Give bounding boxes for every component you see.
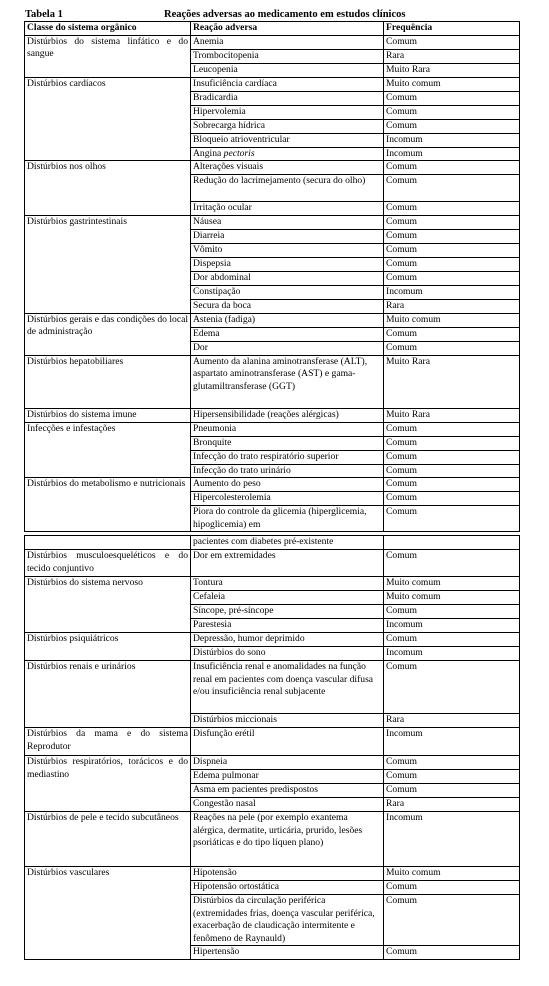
table-row	[25, 661, 520, 714]
table-row	[25, 536, 520, 550]
frequency-cell: Incomum	[384, 728, 520, 756]
adverse-reaction-cell: Distúrbios da circulação periférica (extremidades frias, doença vascular periférica, exacerbação de claudicação intermitente e fenômeno de Raynauld)	[191, 895, 384, 946]
frequency-cell: Incomum	[384, 619, 520, 633]
frequency-cell: Comum	[384, 35, 520, 49]
frequency-cell: Comum	[384, 895, 520, 946]
adverse-reaction-cell: Hipertensão	[191, 946, 384, 960]
adverse-reaction-cell: Edema	[191, 327, 384, 341]
frequency-cell: Comum	[384, 341, 520, 355]
adverse-reaction-cell: Hipotensão ortostática	[191, 881, 384, 895]
table-row	[25, 77, 520, 91]
frequency-cell	[384, 536, 520, 550]
frequency-cell: Comum	[384, 784, 520, 798]
table-caption	[25, 8, 525, 22]
frequency-cell: Incomum	[384, 286, 520, 300]
adverse-reaction-cell: Asma em pacientes predispostos	[191, 784, 384, 798]
frequency-cell: Comum	[384, 881, 520, 895]
adverse-reaction-cell: Dor abdominal	[191, 272, 384, 286]
frequency-cell: Comum	[384, 770, 520, 784]
adverse-reaction-cell: Piora do controle da glicemia (hiperglicemia, hipoglicemia) em	[191, 506, 384, 532]
frequency-cell: Incomum	[384, 147, 520, 161]
frequency-cell: Comum	[384, 756, 520, 770]
organ-system-class-cell: Distúrbios vasculares	[25, 867, 191, 960]
adverse-reaction-cell: Parestesia	[191, 619, 384, 633]
table-row	[25, 161, 520, 175]
frequency-cell: Comum	[384, 230, 520, 244]
header-frequency: Frequência	[384, 22, 520, 36]
frequency-cell: Muito comum	[384, 77, 520, 91]
adverse-reaction-cell: Astenia (fadiga)	[191, 313, 384, 327]
adverse-reactions-table-part-2	[24, 535, 520, 960]
adverse-reaction-cell: Hipersensibilidade (reações alérgicas)	[191, 408, 384, 422]
header-reaction: Reação adversa	[191, 22, 384, 36]
frequency-cell: Comum	[384, 550, 520, 577]
frequency-cell: Comum	[384, 478, 520, 492]
adverse-reaction-cell: Depressão, humor deprimido	[191, 633, 384, 647]
organ-system-class-cell: Distúrbios do sistema imune	[25, 408, 191, 422]
table-row	[25, 577, 520, 591]
frequency-cell: Comum	[384, 327, 520, 341]
adverse-reaction-cell: Síncope, pré-síncope	[191, 605, 384, 619]
organ-system-class-cell: Distúrbios psiquiátricos	[25, 633, 191, 661]
adverse-reaction-cell: Náusea	[191, 216, 384, 230]
adverse-reaction-cell: Aumento da alanina aminotransferase (ALT), aspartato aminotransferase (AST) e gama-glutamiltransferase (GGT)	[191, 355, 384, 408]
frequency-cell: Comum	[384, 633, 520, 647]
organ-system-class-cell: Distúrbios musculoesqueléticos e do tecido conjuntivo	[25, 550, 191, 577]
frequency-cell: Comum	[384, 422, 520, 436]
adverse-reaction-cell: Dispneia	[191, 756, 384, 770]
adverse-reaction-cell: Hipervolemia	[191, 105, 384, 119]
frequency-cell: Comum	[384, 605, 520, 619]
table-row	[25, 812, 520, 867]
frequency-cell: Comum	[384, 492, 520, 506]
frequency-cell: Rara	[384, 798, 520, 812]
organ-system-class-cell: Distúrbios renais e urinários	[25, 661, 191, 728]
frequency-cell: Comum	[384, 119, 520, 133]
adverse-reaction-cell: Leucopenia	[191, 63, 384, 77]
organ-system-class-cell: Distúrbios cardíacos	[25, 77, 191, 161]
organ-system-class-cell: Distúrbios de pele e tecido subcutâneos	[25, 812, 191, 867]
frequency-cell: Comum	[384, 216, 520, 230]
adverse-reaction-cell: Constipação	[191, 286, 384, 300]
organ-system-class-cell: Distúrbios do metabolismo e nutricionais	[25, 478, 191, 532]
organ-system-class-cell: Distúrbios gerais e das condições do local de administração	[25, 313, 191, 355]
table-row	[25, 633, 520, 647]
adverse-reaction-cell: Aumento do peso	[191, 478, 384, 492]
adverse-reaction-cell: Pneumonia	[191, 422, 384, 436]
frequency-cell: Rara	[384, 300, 520, 314]
adverse-reaction-cell: Insuficiência cardíaca	[191, 77, 384, 91]
organ-system-class-cell: Distúrbios hepatobiliares	[25, 355, 191, 408]
organ-system-class-cell: Distúrbios respiratórios, torácicos e do mediastino	[25, 756, 191, 812]
table-number: Tabela 1	[25, 9, 63, 20]
adverse-reaction-cell: Irritação ocular	[191, 202, 384, 216]
table-row	[25, 216, 520, 230]
table-row	[25, 313, 520, 327]
organ-system-class-cell: Distúrbios do sistema nervoso	[25, 577, 191, 633]
frequency-cell: Comum	[384, 244, 520, 258]
adverse-reaction-cell: Disfunção erétil	[191, 728, 384, 756]
header-system: Classe do sistema orgânico	[25, 22, 191, 36]
adverse-reactions-table-part-1	[24, 21, 520, 532]
frequency-cell: Incomum	[384, 647, 520, 661]
frequency-cell: Comum	[384, 464, 520, 478]
adverse-reaction-cell: Diarreia	[191, 230, 384, 244]
frequency-cell: Comum	[384, 258, 520, 272]
adverse-reaction-cell: Dor	[191, 341, 384, 355]
table-title: Reações adversas ao medicamento em estudos clínicos	[164, 9, 406, 20]
adverse-reaction-cell: Insuficiência renal e anomalidades na função renal em pacientes com doença vascular difusa e/ou insuficiência renal subjacente	[191, 661, 384, 714]
adverse-reaction-cell: Infecção do trato urinário	[191, 464, 384, 478]
adverse-reaction-cell: Hipercolesterolemia	[191, 492, 384, 506]
adverse-reaction-cell: Reações na pele (por exemplo exantema alérgica, dermatite, urticária, prurido, lesões psoriáticas e do tipo líquen plano)	[191, 812, 384, 867]
adverse-reaction-cell: Trombocitopenia	[191, 49, 384, 63]
frequency-cell: Comum	[384, 175, 520, 202]
frequency-cell: Comum	[384, 161, 520, 175]
adverse-reaction-cell: Dispepsia	[191, 258, 384, 272]
frequency-cell: Comum	[384, 436, 520, 450]
adverse-reaction-cell: Secura da boca	[191, 300, 384, 314]
frequency-cell: Rara	[384, 714, 520, 728]
adverse-reaction-cell: Tontura	[191, 577, 384, 591]
adverse-reaction-cell: Edema pulmonar	[191, 770, 384, 784]
table-row	[25, 728, 520, 756]
adverse-reaction-cell: pacientes com diabetes pré-existente	[191, 536, 384, 550]
frequency-cell: Muito Rara	[384, 408, 520, 422]
organ-system-class-cell: Distúrbios do sistema linfático e do sangue	[25, 35, 191, 77]
frequency-cell: Comum	[384, 661, 520, 714]
frequency-cell: Comum	[384, 946, 520, 960]
table-row	[25, 867, 520, 881]
adverse-reaction-cell: Hipotensão	[191, 867, 384, 881]
adverse-reaction-cell: Distúrbios miccionais	[191, 714, 384, 728]
organ-system-class-cell: Distúrbios da mama e do sistema Reprodutor	[25, 728, 191, 756]
table-row	[25, 550, 520, 577]
adverse-reaction-cell: Anemia	[191, 35, 384, 49]
adverse-reaction-cell: Infecção do trato respiratório superior	[191, 450, 384, 464]
table-row	[25, 756, 520, 770]
adverse-reaction-cell: Bradicardia	[191, 91, 384, 105]
frequency-cell: Incomum	[384, 133, 520, 147]
frequency-cell: Muito comum	[384, 867, 520, 881]
table-row	[25, 478, 520, 492]
frequency-cell: Incomum	[384, 812, 520, 867]
frequency-cell: Muito Rara	[384, 63, 520, 77]
header-row	[25, 22, 520, 36]
adverse-reaction-cell: Distúrbios do sono	[191, 647, 384, 661]
frequency-cell: Comum	[384, 272, 520, 286]
frequency-cell: Muito comum	[384, 591, 520, 605]
adverse-reaction-cell: Alterações visuais	[191, 161, 384, 175]
frequency-cell: Comum	[384, 202, 520, 216]
frequency-cell: Comum	[384, 450, 520, 464]
adverse-reaction-cell: Cefaleia	[191, 591, 384, 605]
table-row	[25, 35, 520, 49]
adverse-reaction-cell: Angina pectoris	[191, 147, 384, 161]
adverse-reaction-cell: Dor em extremidades	[191, 550, 384, 577]
frequency-cell: Comum	[384, 105, 520, 119]
adverse-reaction-cell: Redução do lacrimejamento (secura do olho)	[191, 175, 384, 202]
adverse-reaction-cell: Bronquite	[191, 436, 384, 450]
adverse-reaction-cell: Vômito	[191, 244, 384, 258]
frequency-cell: Muito comum	[384, 577, 520, 591]
adverse-reaction-cell: Sobrecarga hídrica	[191, 119, 384, 133]
frequency-cell: Rara	[384, 49, 520, 63]
frequency-cell: Muito comum	[384, 313, 520, 327]
organ-system-class-cell	[25, 536, 191, 550]
table-row	[25, 355, 520, 408]
frequency-cell: Muito Rara	[384, 355, 520, 408]
organ-system-class-cell: Distúrbios nos olhos	[25, 161, 191, 216]
adverse-reaction-cell: Bloqueio atrioventricular	[191, 133, 384, 147]
frequency-cell: Comum	[384, 506, 520, 532]
organ-system-class-cell: Distúrbios gastrintestinais	[25, 216, 191, 314]
adverse-reaction-cell: Congestão nasal	[191, 798, 384, 812]
table-row	[25, 422, 520, 436]
organ-system-class-cell: Infecções e infestações	[25, 422, 191, 478]
table-row	[25, 408, 520, 422]
frequency-cell: Comum	[384, 91, 520, 105]
